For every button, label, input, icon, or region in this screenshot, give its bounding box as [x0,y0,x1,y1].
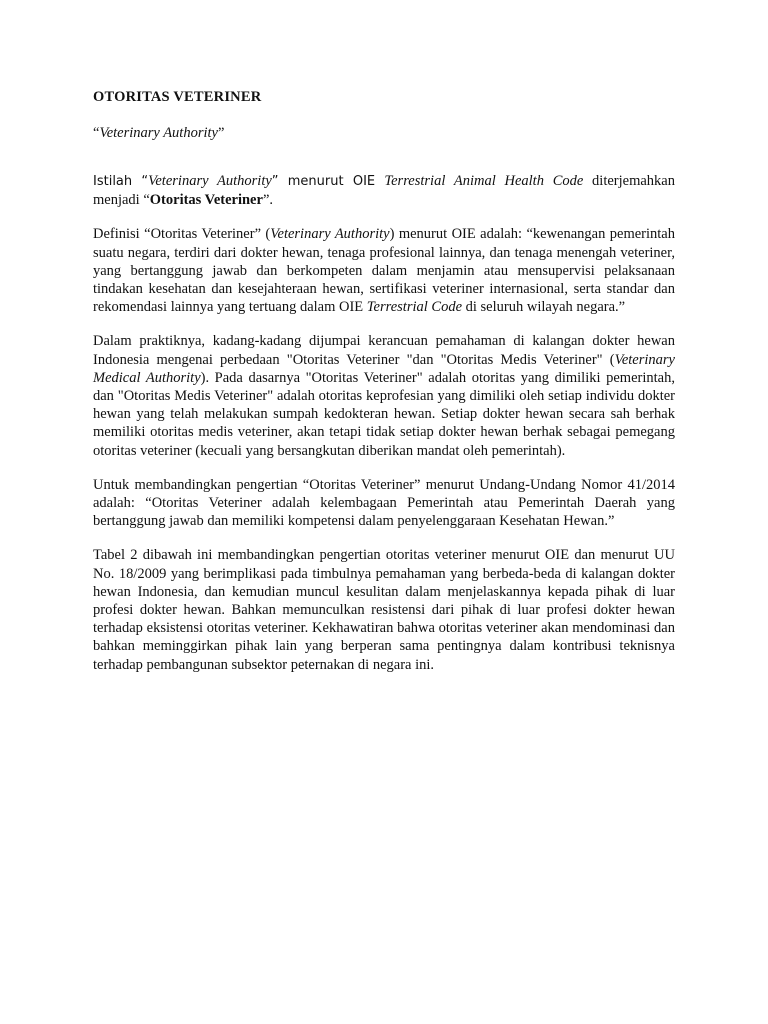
paragraph-praktiknya [93,332,675,459]
p2-term: Veterinary Authority [270,226,390,243]
subtitle-term: Veterinary Authority [99,125,218,141]
document-subtitle [93,124,675,142]
p1-term: Veterinary Authority [148,173,272,189]
p3-text-b: ). Pada dasarnya "Otoritas Veteriner" adalah otoritas yang dimiliki pemerintah, dan "Otoritas Medis Veteriner" adalah otoritas keprofesian yang dimiliki oleh setiap individu dokter hewan yang telah melakukan sumpah kedokteran hewan. Setiap dokter hewan secara sah berhak memiliki otoritas medis veteriner, akan tetapi tidak setiap dokter hewan berhak sebagai pemegang otoritas veteriner (kecuali yang bersangkutan diberikan mandat oleh pemerintah). [93,369,675,459]
p2-text-a: Definisi “Otoritas Veteriner” ( [93,226,271,243]
subtitle-open-quote: “ [93,125,100,141]
p2-code-name: Terrestrial Code [366,299,463,316]
p1-text-d: ”. [262,192,273,209]
subtitle-close-quote: ” [217,125,225,141]
p1-text-b: ” menurut OIE [271,174,385,189]
p1-text-a: Istilah “ [93,174,149,189]
paragraph-definisi [93,225,675,316]
p3-text-a: Dalam praktiknya, kadang-kadang dijumpai kerancuan pemahaman di kalangan dokter hewan Indonesia mengenai perbedaan "Otoritas Veteriner "dan "Otoritas Medis Veteriner" ( [93,333,675,368]
document-title: OTORITAS VETERINER [93,89,262,105]
paragraph-undang-undang: Untuk membandingkan pengertian “Otoritas Veteriner” menurut Undang-Undang Nomor 41/2014 adalah: “Otoritas Veteriner adalah kelembagaan Pemerintah atau Pemerintah Daerah yang bertanggung jawab dan memiliki kompetensi dalam penyelenggaraan Kesehatan Hewan.” [93,476,675,530]
p1-code-name: Terrestrial Animal Health Code [384,173,584,189]
paragraph-istilah [93,172,675,209]
document-page [93,88,675,674]
p3-term: Veterinary Medical Authority [93,351,675,386]
p2-text-b: ) menurut OIE adalah: “kewenangan pemerintah suatu negara, terdiri dari dokter hewan, tenaga profesional lainnya, dan tenaga menengah veteriner, yang bertanggung jawab dan berkompeten dalam menjamin atau mensupervisi pelaksanaan tindakan kesehatan dan kesejahteraan hewan, sertifikasi veteriner internasional, serta standar dan rekomendasi lainnya yang tertuang dalam OIE [93,226,675,316]
paragraph-tabel-2: Tabel 2 dibawah ini membandingkan pengertian otoritas veteriner menurut OIE dan menurut UU No. 18/2009 yang berimplikasi pada timbulnya pemahaman yang berbeda-beda di kalangan dokter hewan Indonesia, dan kemudian muncul kesulitan dalam menjelaskannya kepada pihak di luar profesi dokter hewan. Bahkan memunculkan resistensi dari pihak di luar profesi dokter hewan terhadap eksistensi otoritas veteriner. Kekhawatiran bahwa otoritas veteriner akan mendominasi dan bahkan meminggirkan pihak lain yang berperan sama pentingnya dalam kontribusi teknisnya terhadap pembangunan subsektor peternakan di negara ini. [93,547,675,673]
p1-translation: Otoritas Veteriner [149,192,263,209]
p2-text-c: di seluruh wilayah negara.” [462,299,626,316]
p1-text-c: diterjemahkan menjadi “ [93,173,675,209]
